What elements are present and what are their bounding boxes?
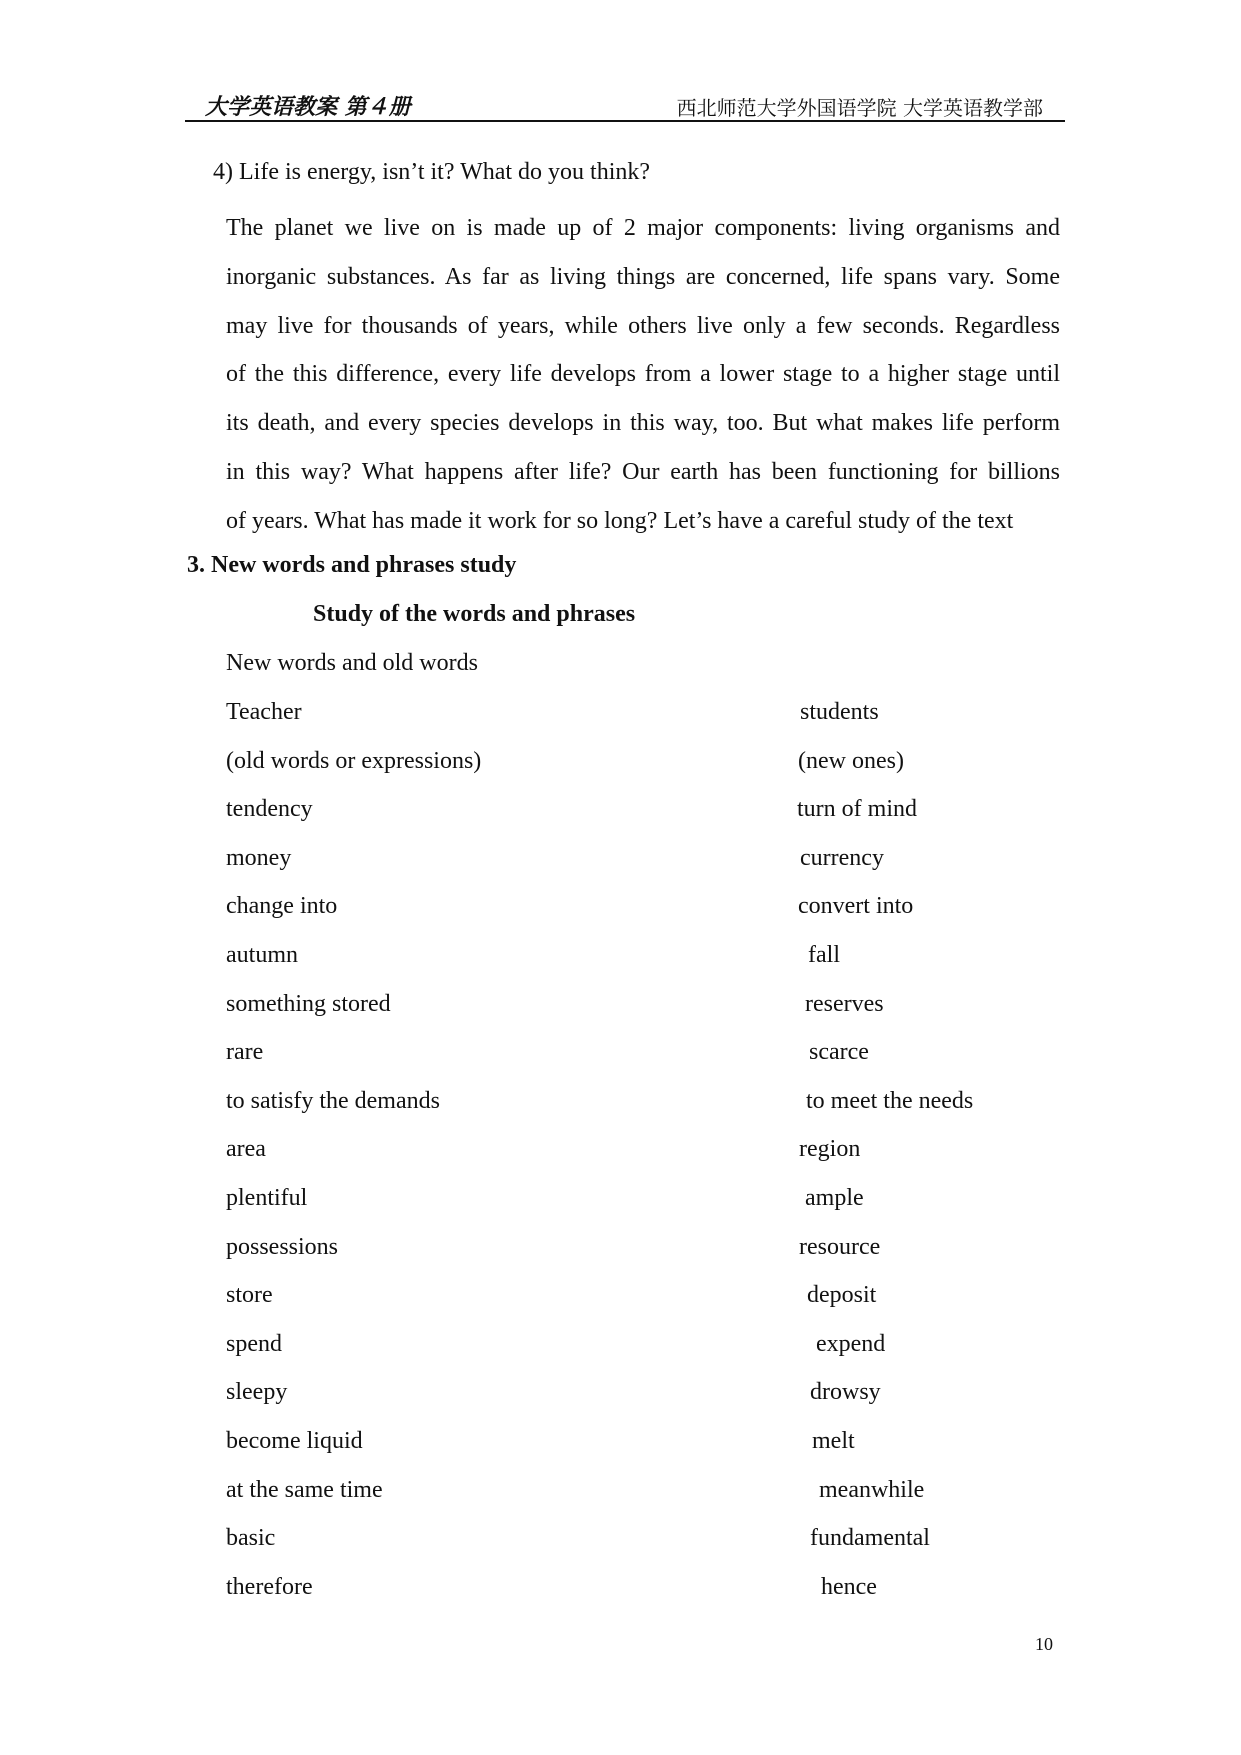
new-word: to meet the needs [806,1087,974,1114]
paragraph-line: inorganic substances. As far as living things are concerned, life spans vary. Some [226,263,1060,290]
old-word: therefore [226,1573,313,1600]
table-row [0,1428,1241,1468]
old-word: change into [226,893,338,920]
table-row [0,1185,1241,1225]
new-word: fundamental [810,1525,930,1552]
old-word: spend [226,1330,282,1357]
old-word: (old words or expressions) [226,747,482,774]
table-row [0,1039,1241,1079]
old-word: money [226,844,292,871]
new-word: currency [800,844,884,871]
new-word: melt [812,1428,855,1454]
discussion-question: 4) Life is energy, isn’t it? What do you think? [213,159,651,185]
new-word: reserves [805,990,884,1017]
new-word: (new ones) [798,747,904,774]
new-word: drowsy [810,1379,881,1406]
old-word: to satisfy the demands [226,1087,440,1114]
new-word: students [800,699,879,725]
new-word: convert into [798,893,914,920]
page-number: 10 [1035,1634,1053,1654]
old-word: Teacher [226,699,302,725]
table-row [0,1574,1241,1614]
table-row [0,1379,1241,1419]
header-department: 西北师范大学外国语学院 大学英语教学部 [676,96,1043,120]
header-course-title: 大学英语教案 第４册 [205,94,411,120]
table-row [0,893,1241,933]
new-word: expend [816,1330,886,1357]
table-row [0,1331,1241,1371]
new-word: scarce [809,1039,869,1066]
table-row [0,845,1241,885]
new-word: hence [821,1573,877,1600]
paragraph-line: its death, and every species develops in this way, too. But what makes life perform [226,410,1060,437]
intro-paragraph [226,204,1060,546]
table-row [0,942,1241,982]
table-row [0,1282,1241,1322]
table-row [0,1234,1241,1274]
paragraph-line: of years. What has made it work for so long? Let’s have a careful study of the text [226,507,1014,534]
paragraph-line: of the this difference, every life develops from a lower stage to a higher stage until [226,361,1060,388]
table-row [0,1525,1241,1565]
new-word: turn of mind [797,796,917,823]
old-word: plentiful [226,1185,308,1211]
old-word: at the same time [226,1476,383,1503]
old-word: tendency [226,796,313,823]
old-word: something stored [226,990,391,1017]
paragraph-line: The planet we live on is made up of 2 major components: living organisms and [226,215,1060,241]
old-word: possessions [226,1233,339,1260]
new-word: region [799,1136,861,1163]
old-word: basic [226,1525,276,1552]
table-row [0,1088,1241,1128]
old-word: rare [226,1039,264,1066]
table-row [0,748,1241,788]
paragraph-line: may live for thousands of years, while others live only a few seconds. Regardless [226,312,1060,339]
page-header [185,80,1065,122]
new-word: meanwhile [819,1476,925,1503]
old-word: become liquid [226,1428,363,1454]
old-word: store [226,1282,273,1309]
word-list-title: New words and old words [226,650,478,676]
new-word: resource [799,1233,881,1260]
sub-heading: Study of the words and phrases [313,601,636,627]
paragraph-line: in this way? What happens after life? Our earth has been functioning for billions [226,458,1060,485]
table-row [0,1136,1241,1176]
new-word: ample [805,1185,864,1211]
section-heading: 3. New words and phrases study [187,552,517,578]
old-word: sleepy [226,1379,288,1406]
table-row [0,991,1241,1031]
old-word: area [226,1136,266,1163]
new-word: deposit [807,1282,877,1309]
table-row [0,699,1241,739]
table-row [0,1477,1241,1517]
old-word: autumn [226,942,298,968]
table-row [0,796,1241,836]
new-word: fall [808,942,840,968]
